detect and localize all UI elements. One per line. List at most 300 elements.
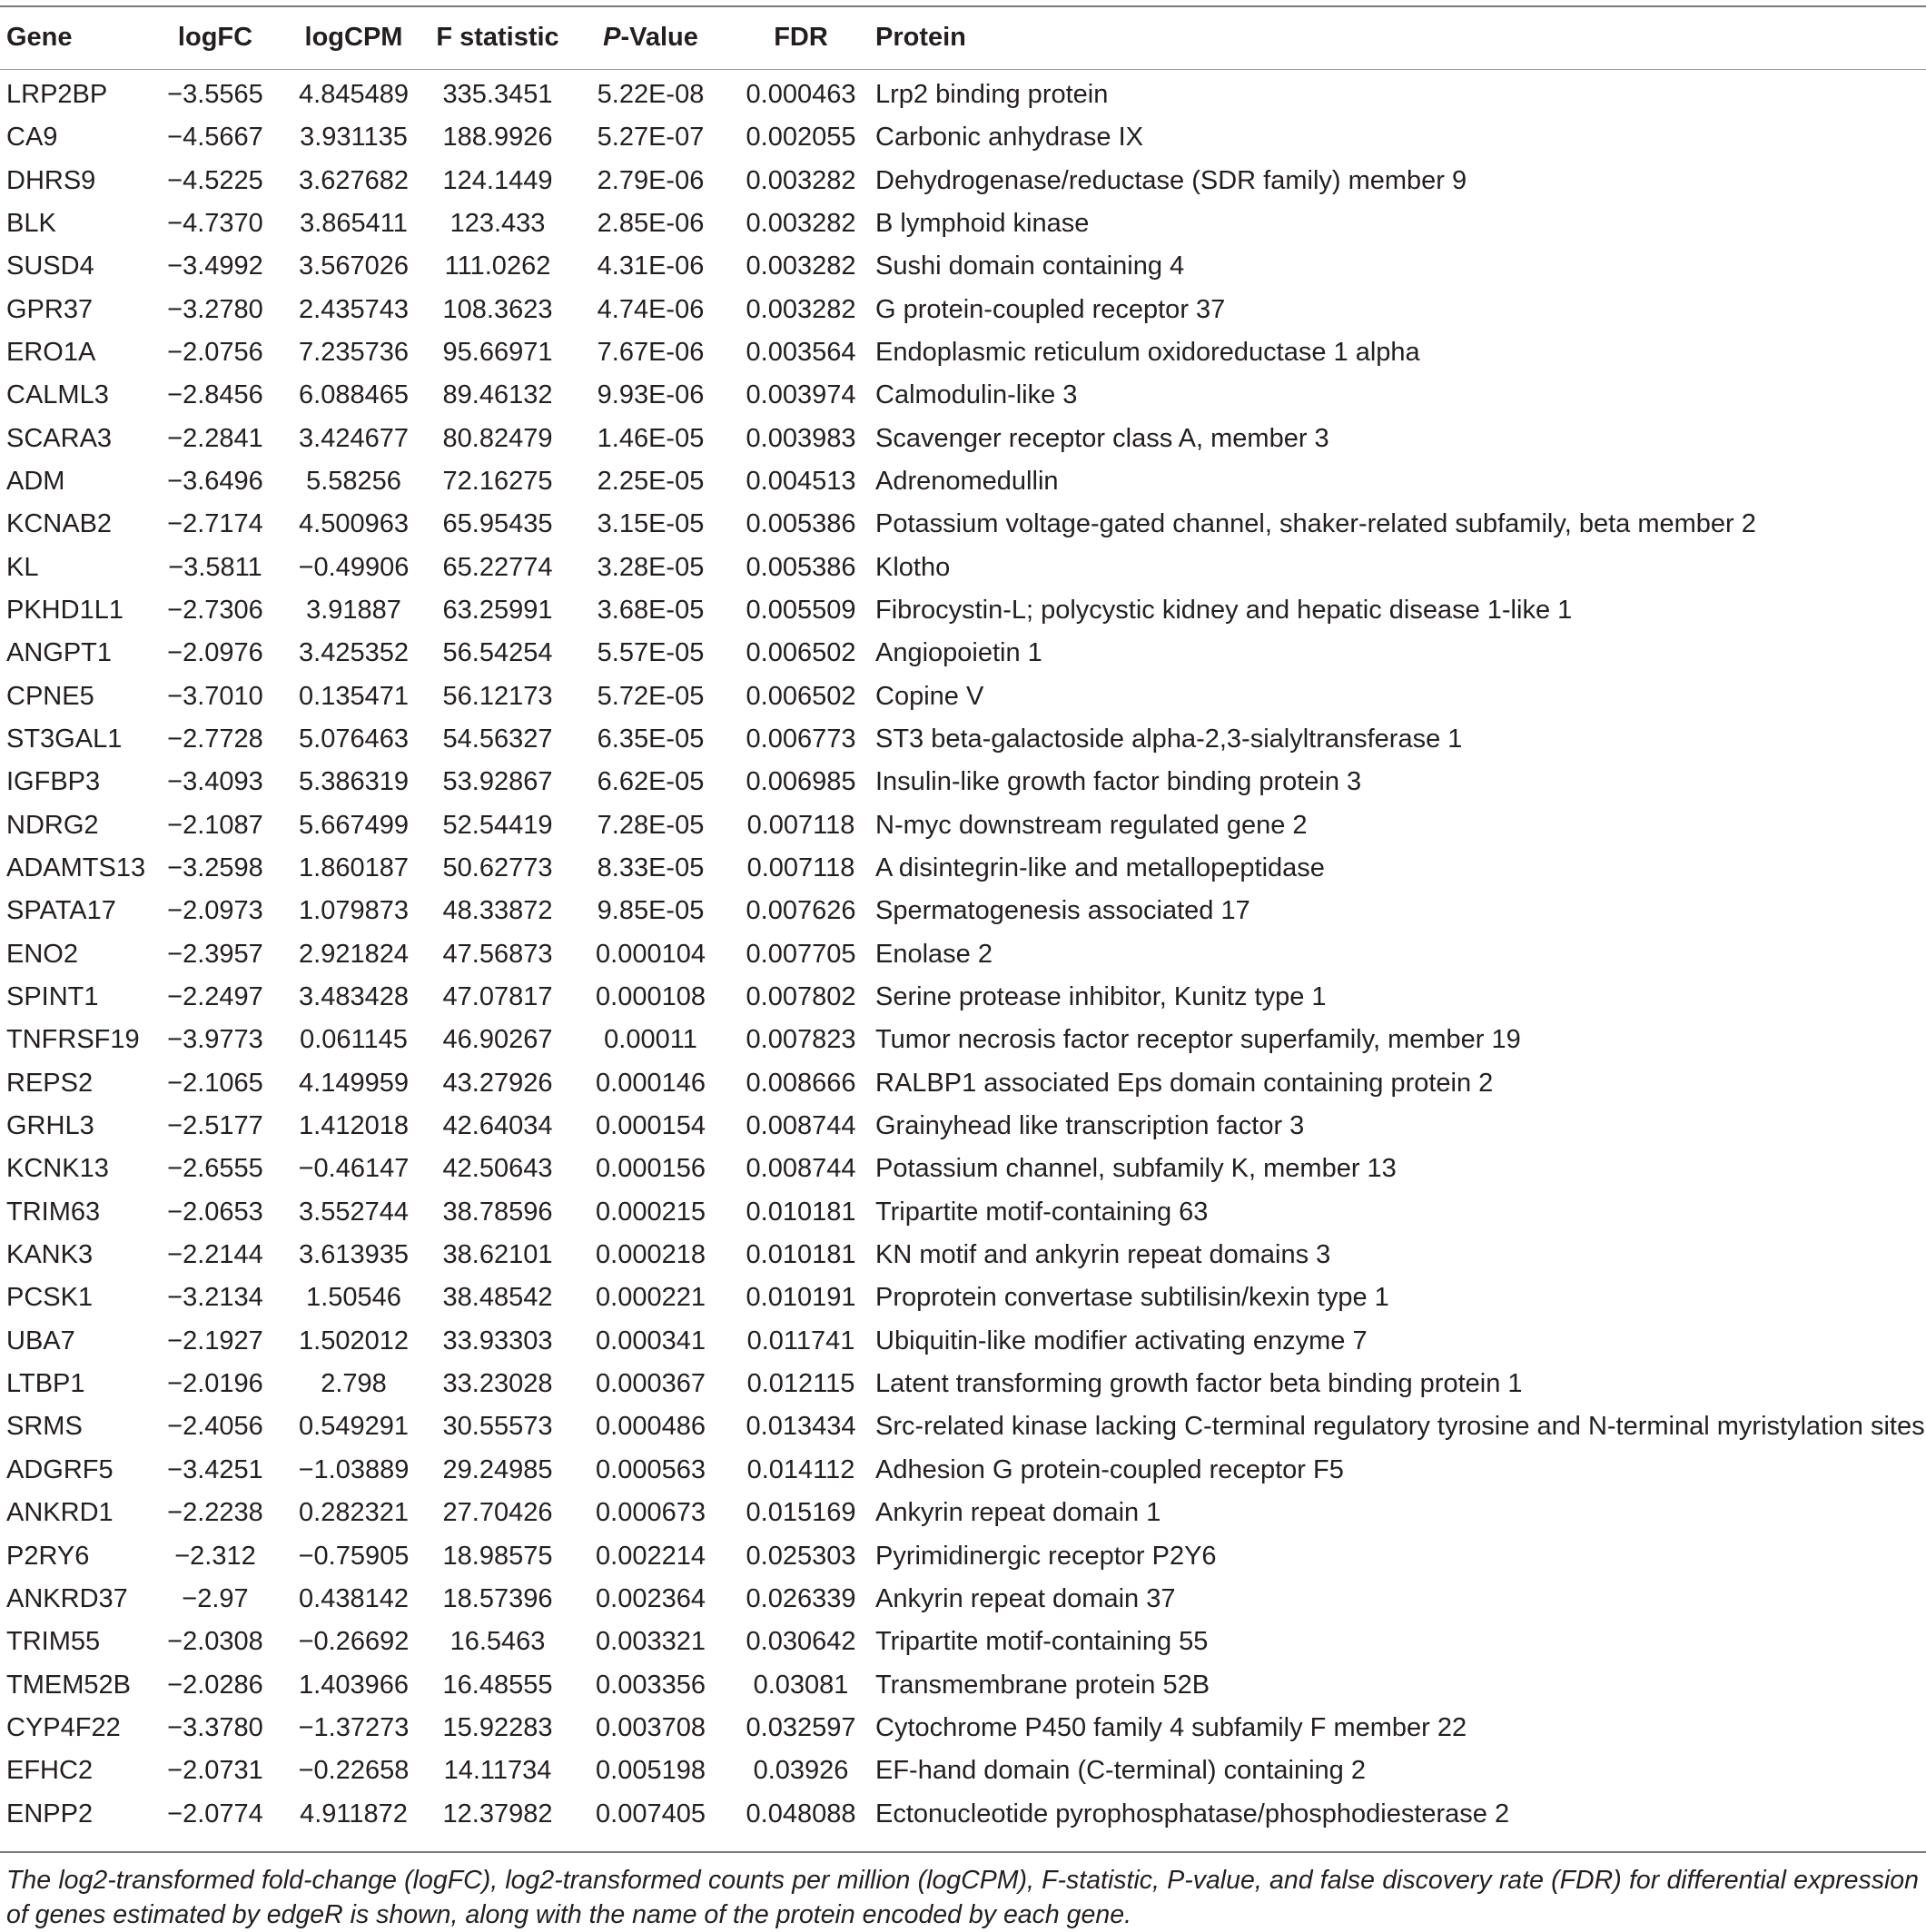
f-statistic-cell: 111.0262	[444, 251, 551, 281]
f-statistic-cell: 38.62101	[442, 1240, 553, 1270]
gene-cell: CYP4F22	[6, 1712, 121, 1742]
fdr-cell: 0.005386	[746, 552, 856, 582]
table-header-row	[0, 6, 1926, 68]
header-fdr: FDR	[774, 22, 828, 52]
f-statistic-cell: 89.46132	[442, 380, 553, 410]
table-row	[0, 589, 1926, 632]
logcpm-cell: 1.412018	[299, 1111, 409, 1141]
p-value-cell: 0.000563	[596, 1454, 706, 1484]
p-value-cell: 0.005198	[596, 1756, 706, 1786]
fdr-cell: 0.008744	[746, 1111, 856, 1141]
protein-cell: Adrenomedullin	[875, 466, 1059, 496]
logfc-cell: −2.6555	[167, 1154, 263, 1184]
p-value-cell: 0.002214	[596, 1541, 706, 1571]
f-statistic-cell: 124.1449	[442, 165, 553, 195]
protein-cell: Spermatogenesis associated 17	[875, 896, 1250, 926]
logcpm-cell: 5.58256	[306, 466, 401, 496]
gene-cell: SPATA17	[6, 896, 116, 926]
fdr-cell: 0.014112	[746, 1454, 855, 1484]
logcpm-cell: −1.03889	[298, 1454, 410, 1484]
logcpm-cell: 3.425352	[299, 638, 409, 668]
p-value-cell: 0.003321	[596, 1627, 706, 1657]
protein-cell: Potassium voltage-gated channel, shaker-related subfamily, beta member 2	[875, 509, 1756, 539]
logfc-cell: −2.8456	[167, 380, 263, 410]
table-row	[0, 1707, 1926, 1750]
logcpm-cell: 0.061145	[300, 1025, 408, 1055]
gene-cell: ST3GAL1	[6, 724, 123, 754]
protein-cell: Endoplasmic reticulum oxidoreductase 1 alpha	[875, 337, 1420, 367]
logcpm-cell: 7.235736	[299, 337, 409, 367]
header-p-value	[571, 6, 730, 68]
logfc-cell: −3.4093	[167, 767, 263, 797]
gene-cell: TRIM55	[6, 1627, 101, 1657]
header-gene: Gene	[6, 22, 73, 52]
logcpm-cell: 4.500963	[299, 509, 409, 539]
f-statistic-cell: 27.70426	[442, 1498, 553, 1528]
table-row	[0, 288, 1926, 330]
logcpm-cell: 0.282321	[299, 1498, 409, 1528]
p-value-cell: 0.000367	[596, 1369, 706, 1399]
logfc-cell: −4.5667	[167, 123, 263, 153]
gene-cell: ANKRD1	[6, 1498, 114, 1528]
protein-cell: Grainyhead like transcription factor 3	[875, 1111, 1305, 1141]
logcpm-cell: 2.798	[321, 1369, 387, 1399]
logfc-cell: −3.2598	[167, 853, 263, 883]
logfc-cell: −2.1927	[167, 1326, 263, 1355]
table-row	[0, 1750, 1926, 1792]
fdr-cell: 0.026339	[746, 1583, 856, 1613]
gene-cell: CA9	[6, 123, 58, 153]
fdr-cell: 0.013434	[746, 1412, 856, 1442]
gene-cell: SCARA3	[6, 423, 113, 453]
gene-expression-table	[0, 6, 1926, 1836]
logcpm-cell: 4.149959	[299, 1068, 409, 1098]
f-statistic-cell: 47.56873	[442, 939, 553, 969]
fdr-cell: 0.015169	[746, 1498, 856, 1528]
protein-cell: Proprotein convertase subtilisin/kexin type 1	[875, 1283, 1389, 1313]
gene-cell: GPR37	[6, 294, 94, 324]
p-value-cell: 0.002364	[596, 1583, 706, 1613]
logcpm-cell: 1.403966	[299, 1670, 409, 1700]
f-statistic-cell: 16.5463	[449, 1627, 546, 1657]
logcpm-cell: 3.552744	[299, 1197, 409, 1227]
p-value-cell: 0.00011	[604, 1025, 697, 1055]
table-row	[0, 1019, 1926, 1061]
f-statistic-cell: 30.55573	[442, 1412, 553, 1442]
table-row	[0, 1234, 1926, 1276]
fdr-cell: 0.006985	[746, 767, 856, 797]
p-value-cell: 5.27E-07	[597, 123, 705, 153]
protein-cell: ST3 beta-galactoside alpha-2,3-sialyltransferase 1	[875, 724, 1463, 754]
logfc-cell: −2.0308	[167, 1627, 263, 1657]
logfc-cell: −2.7728	[167, 724, 263, 754]
table-row	[0, 202, 1926, 245]
f-statistic-cell: 33.23028	[442, 1369, 553, 1399]
p-value-cell: 0.000486	[596, 1412, 706, 1442]
fdr-cell: 0.025303	[746, 1541, 856, 1571]
protein-cell: Fibrocystin-L; polycystic kidney and hepatic disease 1-like 1	[875, 595, 1573, 625]
f-statistic-cell: 18.98575	[442, 1541, 553, 1571]
gene-cell: CALML3	[6, 380, 109, 410]
header-logcpm: logCPM	[304, 22, 403, 52]
protein-cell: Cytochrome P450 family 4 subfamily F member 22	[875, 1712, 1467, 1742]
protein-cell: RALBP1 associated Eps domain containing protein 2	[875, 1068, 1494, 1098]
logcpm-cell: 5.386319	[299, 767, 409, 797]
table-row	[0, 68, 1926, 116]
protein-cell: B lymphoid kinase	[875, 208, 1090, 238]
p-value-cell: 9.93E-06	[597, 380, 705, 410]
protein-cell: Pyrimidinergic receptor P2Y6	[875, 1541, 1217, 1571]
header-p-value-rest: -Value	[620, 22, 698, 52]
protein-cell: N-myc downstream regulated gene 2	[875, 810, 1308, 840]
fdr-cell: 0.005386	[746, 509, 856, 539]
table-row	[0, 632, 1926, 675]
p-value-cell: 4.31E-06	[597, 251, 705, 281]
table-row	[0, 1534, 1926, 1577]
f-statistic-cell: 48.33872	[442, 896, 553, 926]
fdr-cell: 0.032597	[746, 1712, 856, 1742]
f-statistic-cell: 54.56327	[442, 724, 553, 754]
logfc-cell: −3.5811	[168, 552, 262, 582]
logcpm-cell: 0.438142	[299, 1583, 409, 1613]
p-value-cell: 5.22E-08	[597, 80, 705, 109]
protein-cell: Serine protease inhibitor, Kunitz type 1	[875, 982, 1327, 1012]
logfc-cell: −3.3780	[167, 1712, 263, 1742]
protein-cell: Tripartite motif-containing 63	[875, 1197, 1209, 1227]
f-statistic-cell: 335.3451	[442, 80, 553, 109]
fdr-cell: 0.03926	[753, 1756, 849, 1786]
fdr-cell: 0.007626	[746, 896, 856, 926]
logfc-cell: −2.0196	[167, 1369, 263, 1399]
table-row	[0, 1449, 1926, 1492]
logfc-cell: −2.0973	[167, 896, 263, 926]
gene-cell: ADM	[6, 466, 65, 496]
fdr-cell: 0.007118	[746, 853, 855, 883]
f-statistic-cell: 56.12173	[442, 681, 553, 711]
protein-cell: Adhesion G protein-coupled receptor F5	[875, 1454, 1344, 1484]
gene-cell: TMEM52B	[6, 1670, 131, 1700]
table-row	[0, 761, 1926, 803]
gene-cell: NDRG2	[6, 810, 99, 840]
fdr-cell: 0.007823	[746, 1025, 856, 1055]
table-row	[0, 1578, 1926, 1621]
fdr-cell: 0.048088	[746, 1799, 856, 1828]
fdr-cell: 0.010181	[746, 1240, 856, 1270]
logcpm-cell: 3.613935	[299, 1240, 409, 1270]
table-row	[0, 245, 1926, 288]
protein-cell: Transmembrane protein 52B	[875, 1670, 1210, 1700]
p-value-cell: 4.74E-06	[597, 294, 705, 324]
table-bottom-rule	[0, 1851, 1926, 1853]
gene-cell: REPS2	[6, 1068, 94, 1098]
logfc-cell: −4.5225	[167, 165, 263, 195]
gene-cell: ENO2	[6, 939, 78, 969]
logcpm-cell: 3.424677	[299, 423, 409, 453]
table-row	[0, 1363, 1926, 1405]
table-row	[0, 675, 1926, 717]
p-value-cell: 0.000673	[596, 1498, 706, 1528]
logfc-cell: −2.97	[182, 1583, 249, 1613]
gene-cell: LRP2BP	[6, 80, 108, 109]
logfc-cell: −2.0976	[167, 638, 263, 668]
table-row	[0, 933, 1926, 976]
logcpm-cell: −0.26692	[298, 1627, 410, 1657]
f-statistic-cell: 38.78596	[442, 1197, 553, 1227]
fdr-cell: 0.003983	[746, 423, 856, 453]
gene-cell: SPINT1	[6, 982, 99, 1012]
p-value-cell: 7.28E-05	[597, 810, 705, 840]
protein-cell: Latent transforming growth factor beta binding protein 1	[875, 1369, 1523, 1399]
protein-cell: Carbonic anhydrase IX	[875, 123, 1143, 153]
p-value-cell: 0.000104	[596, 939, 706, 969]
fdr-cell: 0.004513	[746, 466, 856, 496]
protein-cell: Sushi domain containing 4	[875, 251, 1185, 281]
f-statistic-cell: 72.16275	[442, 466, 553, 496]
p-value-cell: 0.003708	[596, 1712, 706, 1742]
fdr-cell: 0.010191	[746, 1283, 856, 1313]
f-statistic-cell: 46.90267	[442, 1025, 553, 1055]
table-row	[0, 1191, 1926, 1234]
gene-cell: ANGPT1	[6, 638, 113, 668]
p-value-cell: 0.003356	[596, 1670, 706, 1700]
p-value-cell: 0.000341	[596, 1326, 706, 1355]
logcpm-cell: 3.865411	[300, 208, 408, 238]
logcpm-cell: 1.079873	[299, 896, 409, 926]
gene-cell: BLK	[6, 208, 56, 238]
f-statistic-cell: 53.92867	[442, 767, 553, 797]
logcpm-cell: 3.91887	[306, 595, 401, 625]
logfc-cell: −3.7010	[167, 681, 263, 711]
fdr-cell: 0.012115	[746, 1369, 855, 1399]
header-p-value-italic: P	[603, 22, 621, 52]
table-row	[0, 374, 1926, 417]
table-row	[0, 331, 1926, 374]
p-value-cell: 5.57E-05	[597, 638, 705, 668]
logfc-cell: −3.6496	[167, 466, 263, 496]
p-value-cell: 6.35E-05	[597, 724, 705, 754]
fdr-cell: 0.006502	[746, 681, 856, 711]
protein-cell: Potassium channel, subfamily K, member 13	[875, 1154, 1397, 1184]
fdr-cell: 0.008744	[746, 1154, 856, 1184]
logfc-cell: −2.5177	[167, 1111, 263, 1141]
fdr-cell: 0.010181	[746, 1197, 856, 1227]
logcpm-cell: −1.37273	[298, 1712, 410, 1742]
header-f-statistic: F statistic	[436, 22, 559, 52]
p-value-cell: 7.67E-06	[597, 337, 705, 367]
gene-cell: SRMS	[6, 1412, 83, 1442]
table-row	[0, 1105, 1926, 1148]
protein-cell: Scavenger receptor class A, member 3	[875, 423, 1329, 453]
p-value-cell: 0.000215	[596, 1197, 706, 1227]
f-statistic-cell: 43.27926	[442, 1068, 553, 1098]
logfc-cell: −2.2497	[167, 982, 263, 1012]
fdr-cell: 0.003282	[746, 165, 856, 195]
logfc-cell: −3.2780	[167, 294, 263, 324]
f-statistic-cell: 15.92283	[442, 1712, 553, 1742]
protein-cell: KN motif and ankyrin repeat domains 3	[875, 1240, 1331, 1270]
f-statistic-cell: 47.07817	[442, 982, 553, 1012]
p-value-cell: 0.007405	[596, 1799, 706, 1828]
logfc-cell: −3.4992	[167, 251, 263, 281]
logfc-cell: −2.0286	[167, 1670, 263, 1700]
f-statistic-cell: 52.54419	[442, 810, 553, 840]
f-statistic-cell: 95.66971	[442, 337, 553, 367]
gene-cell: TNFRSF19	[6, 1025, 140, 1055]
logcpm-cell: 1.860187	[299, 853, 409, 883]
logfc-cell: −2.1087	[167, 810, 263, 840]
fdr-cell: 0.003974	[746, 380, 856, 410]
fdr-cell: 0.008666	[746, 1068, 856, 1098]
f-statistic-cell: 108.3623	[442, 294, 553, 324]
logfc-cell: −2.7306	[167, 595, 263, 625]
gene-cell: ENPP2	[6, 1799, 94, 1828]
protein-cell: Tripartite motif-containing 55	[875, 1627, 1209, 1657]
f-statistic-cell: 50.62773	[442, 853, 553, 883]
table-row	[0, 546, 1926, 588]
fdr-cell: 0.006502	[746, 638, 856, 668]
logcpm-cell: 1.502012	[299, 1326, 409, 1355]
p-value-cell: 0.000218	[596, 1240, 706, 1270]
table-row	[0, 460, 1926, 503]
fdr-cell: 0.003282	[746, 208, 856, 238]
gene-cell: KANK3	[6, 1240, 94, 1270]
f-statistic-cell: 65.22774	[442, 552, 553, 582]
p-value-cell: 0.000156	[596, 1154, 706, 1184]
p-value-cell: 0.000146	[596, 1068, 706, 1098]
protein-cell: Ankyrin repeat domain 37	[875, 1583, 1176, 1613]
logfc-cell: −2.0653	[167, 1197, 263, 1227]
fdr-cell: 0.002055	[746, 123, 856, 153]
fdr-cell: 0.003282	[746, 251, 856, 281]
logcpm-cell: 2.435743	[299, 294, 409, 324]
table-row	[0, 718, 1926, 761]
table-row	[0, 116, 1926, 159]
gene-cell: DHRS9	[6, 165, 96, 195]
p-value-cell: 2.79E-06	[597, 165, 705, 195]
fdr-cell: 0.005509	[746, 595, 856, 625]
table-row	[0, 1320, 1926, 1363]
gene-cell: EFHC2	[6, 1756, 94, 1786]
table-row	[0, 159, 1926, 202]
f-statistic-cell: 42.64034	[442, 1111, 553, 1141]
logcpm-cell: 3.627682	[299, 165, 409, 195]
f-statistic-cell: 12.37982	[442, 1799, 553, 1828]
table-row	[0, 1792, 1926, 1835]
protein-cell: Ectonucleotide pyrophosphatase/phosphodiesterase 2	[875, 1799, 1510, 1828]
f-statistic-cell: 18.57396	[442, 1583, 553, 1613]
logfc-cell: −3.5565	[167, 80, 263, 109]
f-statistic-cell: 123.433	[449, 208, 546, 238]
logfc-cell: −2.2841	[167, 423, 263, 453]
fdr-cell: 0.007802	[746, 982, 856, 1012]
protein-cell: Lrp2 binding protein	[875, 80, 1109, 109]
fdr-cell: 0.011741	[746, 1326, 855, 1355]
logfc-cell: −3.4251	[167, 1454, 263, 1484]
header-logfc: logFC	[177, 22, 253, 52]
p-value-cell: 6.62E-05	[597, 767, 705, 797]
logcpm-cell: 3.567026	[299, 251, 409, 281]
p-value-cell: 0.000108	[596, 982, 706, 1012]
table-footnote: The log2-transformed fold-change (logFC), log2-transformed counts per million (logCPM), F-statistic, P-value, and false discovery rate (FDR) for differential expression of genes estimated by edgeR is shown, along with the name of the protein encoded by each gene.	[6, 1866, 1919, 1929]
table-row	[0, 1663, 1926, 1706]
protein-cell: Src-related kinase lacking C-terminal regulatory tyrosine and N-terminal myristylation sites	[875, 1412, 1925, 1442]
logfc-cell: −2.312	[174, 1541, 256, 1571]
table-row	[0, 1276, 1926, 1319]
logcpm-cell: 0.549291	[299, 1412, 409, 1442]
f-statistic-cell: 188.9926	[442, 123, 553, 153]
p-value-cell: 3.68E-05	[597, 595, 705, 625]
logcpm-cell: 3.483428	[299, 982, 409, 1012]
f-statistic-cell: 38.48542	[442, 1283, 553, 1313]
gene-cell: PKHD1L1	[6, 595, 123, 625]
logfc-cell: −2.0731	[167, 1756, 263, 1786]
f-statistic-cell: 16.48555	[442, 1670, 553, 1700]
table-row	[0, 804, 1926, 847]
logfc-cell: −3.9773	[167, 1025, 263, 1055]
logfc-cell: −2.7174	[167, 509, 263, 539]
f-statistic-cell: 14.11734	[443, 1756, 552, 1786]
gene-cell: TRIM63	[6, 1197, 101, 1227]
fdr-cell: 0.007118	[746, 810, 855, 840]
protein-cell: Klotho	[875, 552, 951, 582]
fdr-cell: 0.030642	[746, 1627, 856, 1657]
gene-cell: LTBP1	[6, 1369, 85, 1399]
logfc-cell: −2.2238	[167, 1498, 263, 1528]
logfc-cell: −2.0756	[167, 337, 263, 367]
p-value-cell: 9.85E-05	[597, 896, 705, 926]
logcpm-cell: 2.921824	[299, 939, 409, 969]
p-value-cell: 2.25E-05	[597, 466, 705, 496]
logcpm-cell: −0.22658	[298, 1756, 410, 1786]
header-protein: Protein	[875, 22, 966, 52]
logcpm-cell: 3.931135	[300, 123, 408, 153]
gene-cell: IGFBP3	[6, 767, 101, 797]
logcpm-cell: 0.135471	[299, 681, 409, 711]
f-statistic-cell: 63.25991	[442, 595, 553, 625]
logfc-cell: −4.7370	[167, 208, 263, 238]
gene-cell: KCNK13	[6, 1154, 109, 1184]
logfc-cell: −2.1065	[167, 1068, 263, 1098]
gene-cell: ADGRF5	[6, 1454, 114, 1484]
protein-cell: Ankyrin repeat domain 1	[875, 1498, 1161, 1528]
gene-cell: P2RY6	[6, 1541, 90, 1571]
fdr-cell: 0.03081	[753, 1670, 849, 1700]
gene-cell: PCSK1	[6, 1283, 94, 1313]
protein-cell: Insulin-like growth factor binding protein 3	[875, 767, 1362, 797]
p-value-cell: 3.28E-05	[597, 552, 705, 582]
p-value-cell: 1.46E-05	[597, 423, 705, 453]
f-statistic-cell: 42.50643	[442, 1154, 553, 1184]
protein-cell: G protein-coupled receptor 37	[875, 294, 1226, 324]
fdr-cell: 0.007705	[746, 939, 856, 969]
p-value-cell: 0.000154	[596, 1111, 706, 1141]
logcpm-cell: 5.076463	[299, 724, 409, 754]
table-row	[0, 1062, 1926, 1105]
protein-cell: A disintegrin-like and metallopeptidase	[875, 853, 1325, 883]
fdr-cell: 0.003282	[746, 294, 856, 324]
table-row	[0, 890, 1926, 932]
table-row	[0, 976, 1926, 1019]
protein-cell: Calmodulin-like 3	[875, 380, 1078, 410]
protein-cell: Enolase 2	[875, 939, 993, 969]
fdr-cell: 0.006773	[746, 724, 856, 754]
logcpm-cell: 4.845489	[299, 80, 409, 109]
gene-cell: SUSD4	[6, 251, 94, 281]
gene-cell: UBA7	[6, 1326, 75, 1355]
gene-cell: CPNE5	[6, 681, 94, 711]
p-value-cell: 5.72E-05	[597, 681, 705, 711]
table-row	[0, 1148, 1926, 1190]
